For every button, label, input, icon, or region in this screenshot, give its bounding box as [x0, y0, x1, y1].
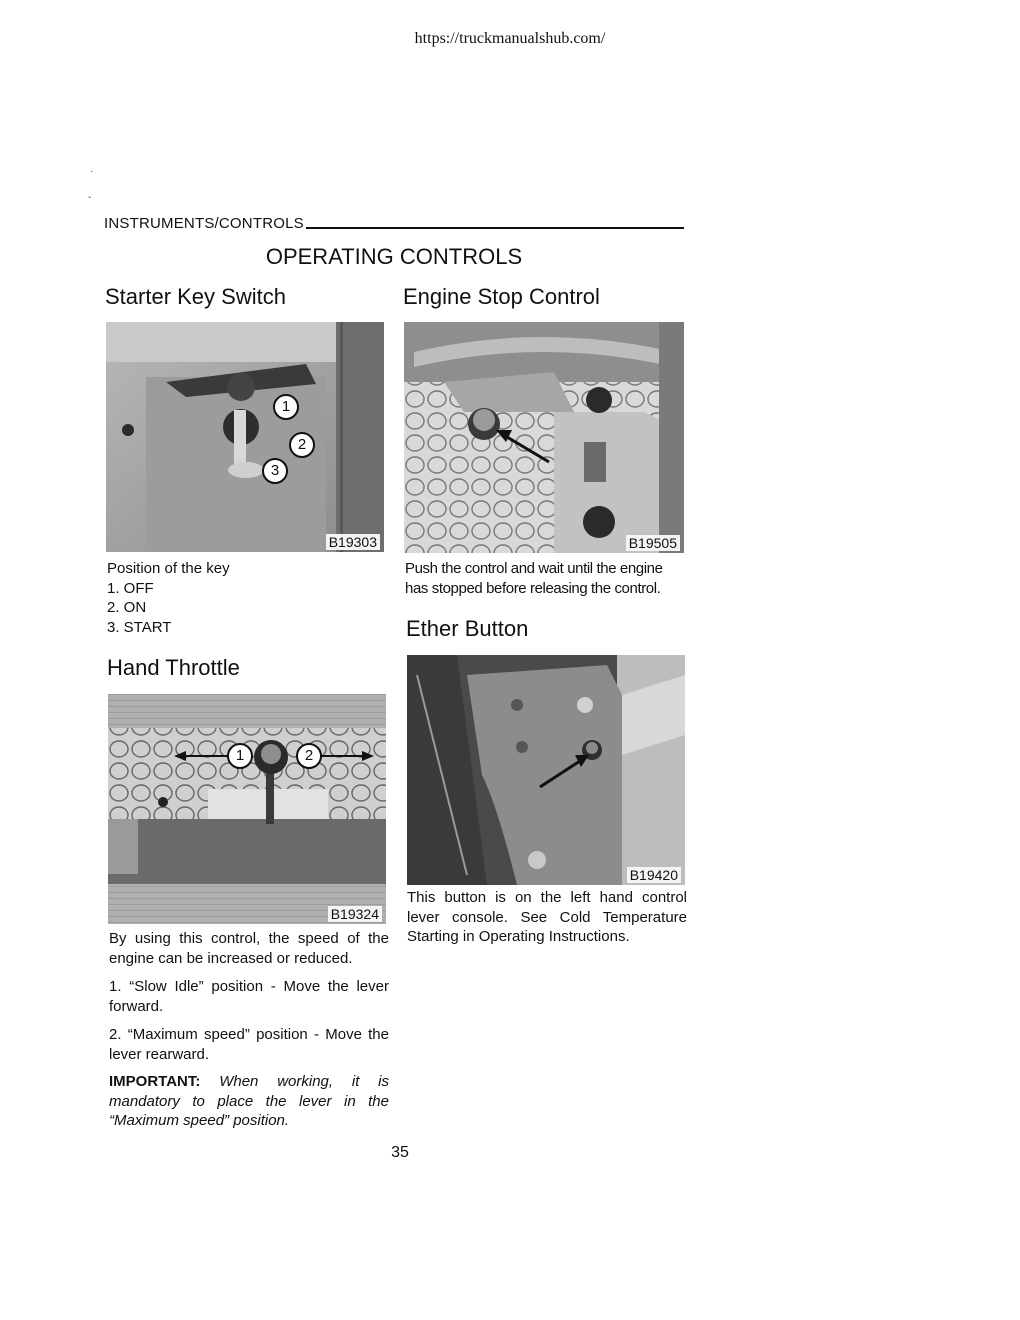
ether-button-text: This button is on the left hand control lever console. See Cold Temperature Starting in Operating Instructions. [407, 889, 687, 945]
key-position-on: 2. ON [107, 599, 147, 616]
hand-throttle-intro: By using this control, the speed of the engine can be increased or reduced. [109, 930, 389, 967]
callout-3: 3 [262, 458, 288, 484]
ether-button-photo [407, 655, 685, 885]
important-text: When working, it is mandatory to place the lever in the “Maximum speed” position. [109, 1073, 389, 1129]
section-rule [306, 227, 684, 229]
scan-speck: - [88, 192, 92, 203]
section-header [104, 212, 684, 232]
key-positions-list [107, 579, 377, 638]
starter-key-photo [106, 322, 384, 552]
section-label: INSTRUMENTS/CONTROLS [104, 215, 304, 232]
scan-speck: · [90, 166, 94, 177]
hand-throttle-item-1: 1. “Slow Idle” position - Move the lever forward. [109, 978, 389, 1015]
figure-code: B19303 [326, 534, 380, 550]
hand-throttle-photo [108, 694, 386, 924]
figure-code: B19324 [328, 906, 382, 922]
page-number: 35 [391, 1144, 409, 1161]
key-position-off: 1. OFF [107, 579, 154, 597]
figure-code: B19420 [627, 867, 681, 883]
engine-stop-heading: Engine Stop Control [403, 284, 600, 309]
key-position-start: 3. START [107, 618, 172, 636]
figure-code: B19505 [626, 535, 680, 551]
important-label: IMPORTANT: [109, 1073, 201, 1090]
hand-throttle-item-2: 2. “Maximum speed” position - Move the lever rearward. [109, 1026, 389, 1063]
callout-2: 2 [289, 432, 315, 458]
starter-key-heading: Starter Key Switch [105, 284, 286, 309]
starter-key-caption: Position of the key [107, 560, 230, 577]
engine-stop-photo [404, 322, 684, 553]
callout-1: 1 [227, 743, 253, 769]
source-url: https://truckmanualshub.com/ [414, 30, 606, 47]
engine-stop-text: Push the control and wait until the engine has stopped before releasing the control. [405, 560, 663, 597]
ether-button-heading: Ether Button [406, 616, 529, 641]
callout-2: 2 [296, 743, 322, 769]
important-note [109, 1072, 389, 1131]
callout-1: 1 [273, 394, 299, 420]
starter-key-caption-block [107, 559, 377, 637]
hand-throttle-heading: Hand Throttle [107, 655, 240, 680]
page-title: OPERATING CONTROLS [265, 244, 523, 269]
